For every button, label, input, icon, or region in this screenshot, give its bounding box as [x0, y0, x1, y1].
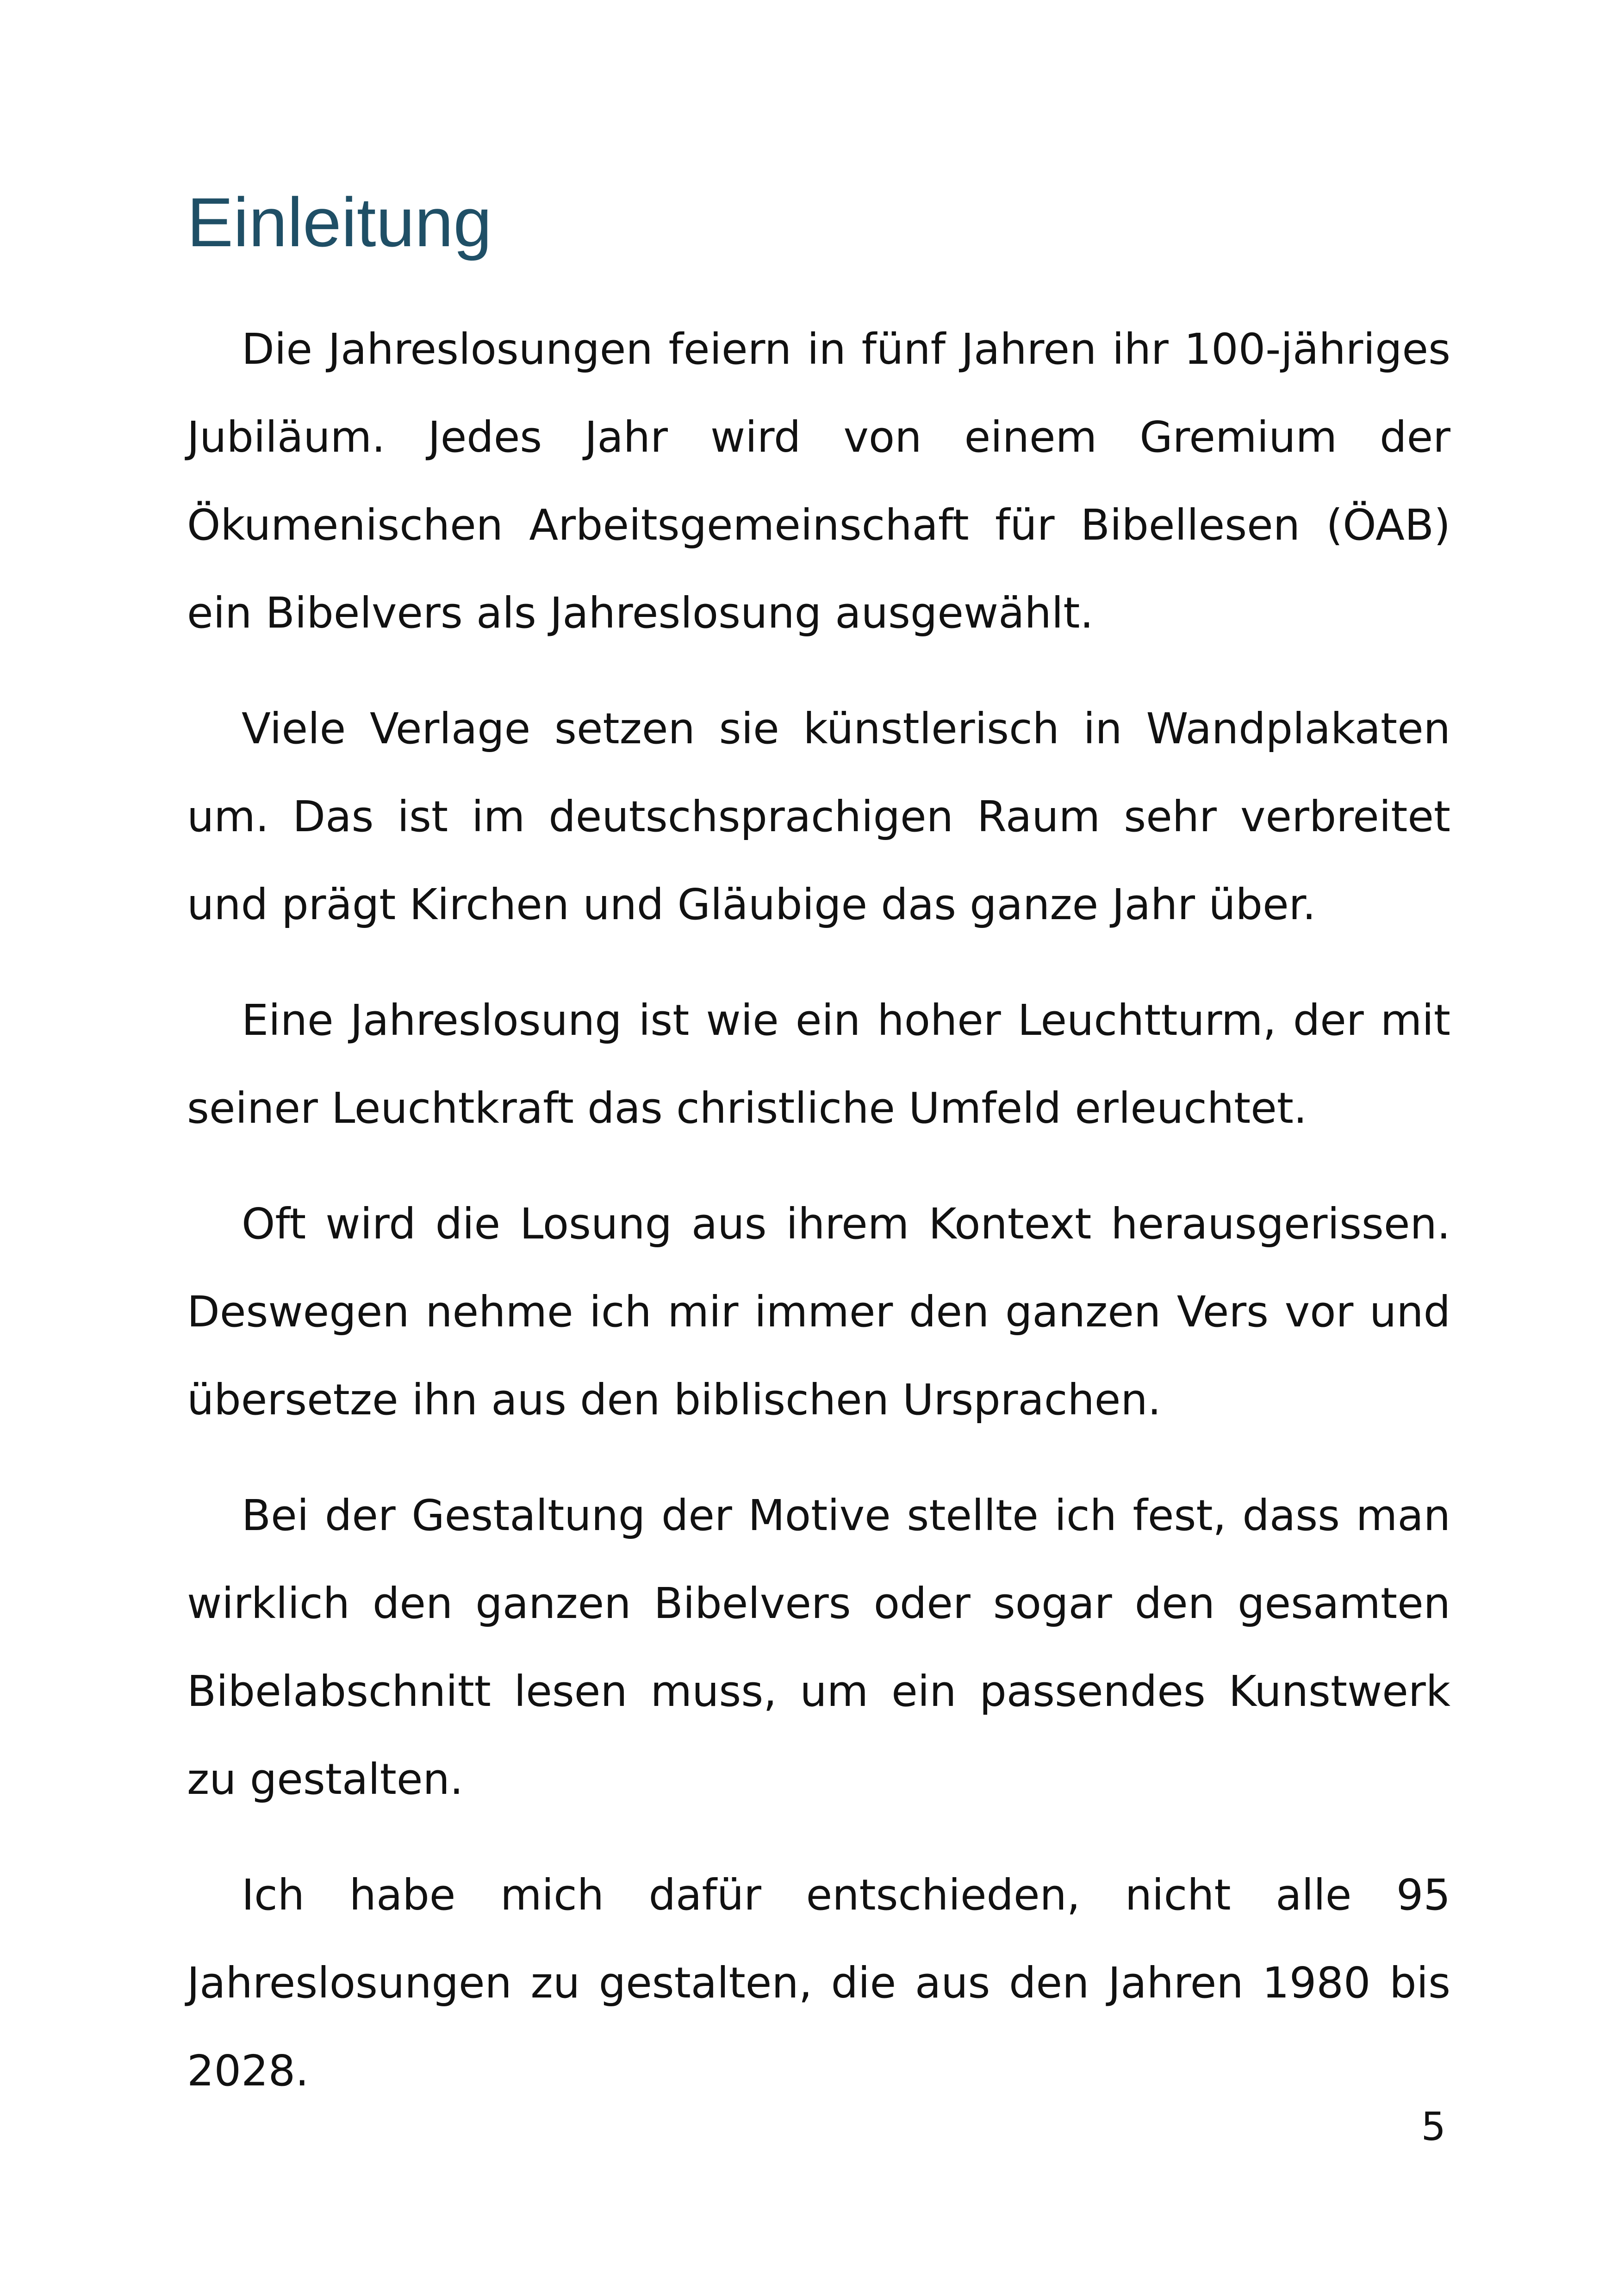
- page-number: 5: [1421, 2104, 1446, 2149]
- paragraph: Ich habe mich dafür entschieden, nicht alle 95 Jahreslosungen zu gestalten, die aus den Jahren 1980 bis 2028.: [187, 1870, 1450, 2096]
- paragraph: Die Jahreslosungen feiern in fünf Jahren ihr 100-jähriges Jubiläum. Jedes Jahr wird von einem Gremium der Ökumenischen Arbeitsgemeinschaft für Bibellesen (ÖAB) ein Bibelvers als Jahreslosung ausgewählt.: [187, 324, 1450, 638]
- paragraph: Viele Verlage setzen sie künstlerisch in Wandplakaten um. Das ist im deutschsprachigen Raum sehr verbreitet und prägt Kirchen und Gläubige das ganze Jahr über.: [187, 704, 1450, 929]
- paragraph: Bei der Gestaltung der Motive stellte ich fest, dass man wirklich den ganzen Bibelvers oder sogar den gesamten Bibelabschnitt lesen muss, um ein passendes Kunstwerk zu gestalten.: [187, 1491, 1450, 1804]
- body-text: [187, 305, 1450, 2115]
- paragraph: Oft wird die Losung aus ihrem Kontext herausgerissen. Deswegen nehme ich mir immer den ganzen Vers vor und übersetze ihn aus den biblischen Ursprachen.: [187, 1199, 1450, 1425]
- section-heading: Einleitung: [187, 183, 492, 261]
- paragraph: Eine Jahreslosung ist wie ein hoher Leuchtturm, der mit seiner Leuchtkraft das christliche Umfeld erleuchtet.: [187, 996, 1450, 1133]
